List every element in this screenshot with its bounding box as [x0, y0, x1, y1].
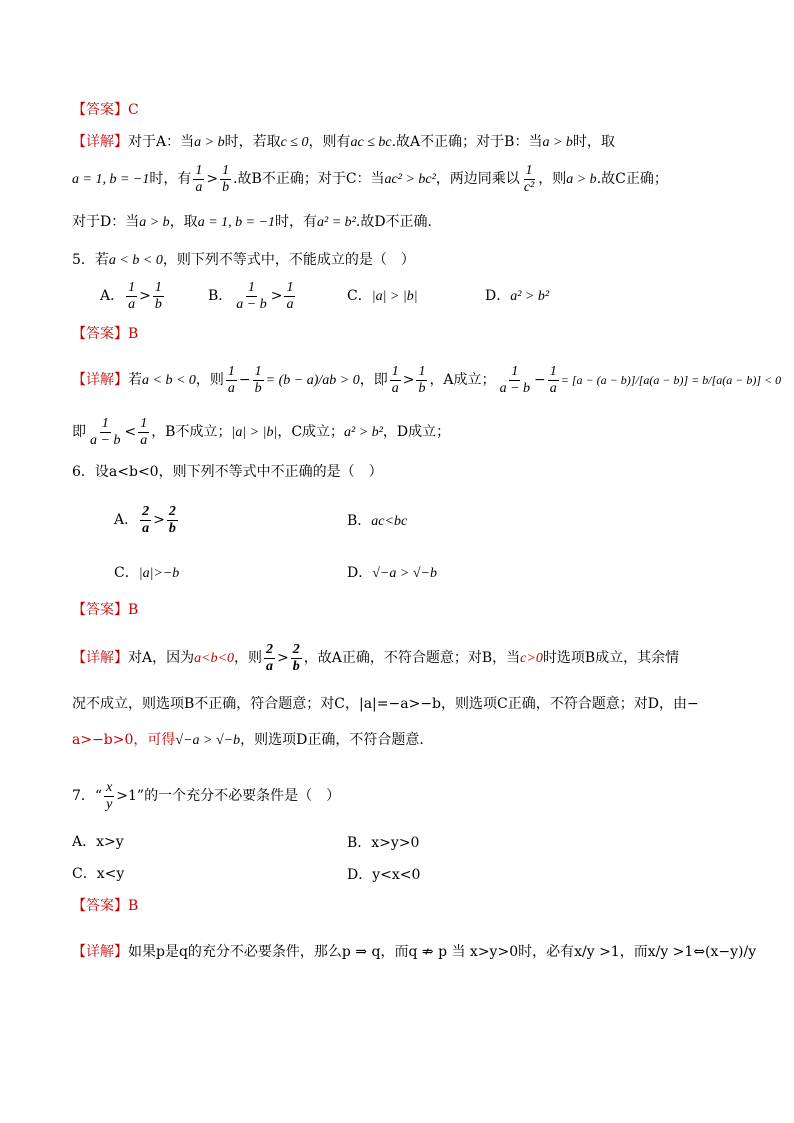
fraction	[193, 163, 204, 196]
text: ，取	[169, 214, 198, 230]
math: a < b < 0	[142, 373, 196, 388]
text: 时选项B成立，其余情	[542, 650, 680, 666]
detail-label: 【详解】	[72, 372, 128, 388]
q5-options	[100, 278, 700, 318]
math: a<b<0	[194, 651, 235, 666]
text: .故A不正确；对于B：当	[391, 134, 543, 150]
q6-option-c	[114, 562, 179, 582]
text: 时，有	[275, 214, 318, 230]
q6-detail-line-3	[72, 730, 424, 751]
q6-stem: 6．设a<b<0，则下列不等式中不正确的是（ ）	[72, 464, 383, 480]
q7-option-b: B．x>y>0	[347, 835, 420, 851]
math: a > b	[566, 172, 597, 187]
text: ，则有	[308, 134, 351, 150]
q7-option-d: D．y<x<0	[347, 867, 421, 883]
text: >1”的一个充分不必要条件是（ ）	[116, 788, 341, 804]
text: 若	[128, 372, 142, 388]
denominator: y	[106, 796, 113, 812]
text: ，则下列不等式中，不能成立的是（ ）	[162, 252, 415, 268]
q6-option-b	[347, 510, 407, 530]
math: a < b < 0	[108, 253, 163, 268]
math: √−a > √−b	[372, 566, 437, 581]
text: 时，取	[572, 134, 615, 150]
text: 7．“	[72, 788, 103, 804]
text: 即	[72, 424, 86, 440]
q5-option-d	[485, 278, 549, 315]
math: a = 1, b = −1	[72, 172, 150, 187]
text: ，C成立；	[277, 424, 345, 440]
q6-detail-line-1: 【详解】对A，因为a<b<0，则 $\frac{2}{a}$ > $\frac{2}{b}$ ，故A正确，不符合题意；对B，当c>0时选项B成立，其余情	[72, 641, 680, 674]
q4-answer-line	[72, 100, 139, 120]
math: |a| > |b|	[371, 289, 418, 304]
math: ac² > bc²	[384, 172, 436, 187]
math: a > b	[542, 135, 573, 150]
text: 5．若	[72, 252, 109, 268]
q6-option-a: A． $\frac{2}{a}$ > $\frac{2}{b}$	[114, 503, 176, 536]
option-letter: C．	[114, 565, 139, 581]
q6-option-d	[347, 562, 437, 582]
q7-answer-value: B	[128, 898, 139, 914]
fraction	[522, 163, 536, 196]
q5-detail-line-2: 即 $\frac{1}{a - b}$ < $\frac{1}{a}$ ，B不成立；|a| > |b|，C成立；a² > b²，D成立；	[72, 415, 451, 448]
detail-label: 【详解】	[72, 650, 128, 666]
denominator: b	[222, 179, 230, 195]
q5-answer-line	[72, 324, 138, 344]
q7-option-c: C．x<y	[72, 866, 125, 882]
text: 对于A：当	[128, 134, 195, 150]
math: a² > b²	[344, 425, 383, 440]
math: a² > b²	[510, 289, 550, 304]
option-letter: A．	[100, 288, 125, 304]
denominator: a	[195, 179, 203, 195]
q5-option-c	[347, 278, 418, 315]
q5-option-a: A． $\frac{1}{a}$ > $\frac{1}{b}$	[100, 279, 162, 312]
math: |a|>−b	[138, 566, 180, 581]
option-letter: C．	[347, 288, 372, 304]
text: ，则	[195, 372, 224, 388]
q4-detail-line-1	[72, 132, 615, 153]
text: ，即	[359, 372, 388, 388]
numerator: 1	[195, 162, 203, 178]
q5-answer-value: B	[128, 326, 139, 342]
option-letter: A．	[114, 512, 139, 528]
math: |a| > |b|	[231, 425, 278, 440]
text: .故D不正确.	[355, 214, 432, 230]
text: a>−b>0，可得	[72, 732, 176, 748]
text: ，故A正确，不符合题意；对B，当	[303, 650, 521, 666]
q4-detail-line-3	[72, 212, 432, 233]
text: ，B不成立；	[151, 424, 232, 440]
q7-detail-line-1	[72, 942, 756, 962]
q7-stem	[72, 776, 340, 816]
math: a = 1, b = −1	[197, 215, 276, 230]
text: ，两边同乘以	[435, 171, 520, 187]
option-letter: B．	[347, 513, 372, 529]
math: √−a > √−b	[175, 733, 241, 748]
option-letter: D．	[485, 288, 511, 304]
math: ac<bc	[371, 514, 408, 529]
answer-label: 【答案】	[72, 326, 128, 342]
q5-option-b: B． $\frac{1}{a - b}$ > $\frac{1}{a}$	[208, 279, 294, 312]
answer-label: 【答案】	[72, 602, 128, 618]
fraction	[220, 163, 231, 196]
text: 对于D：当	[72, 214, 140, 230]
detail-label: 【详解】	[72, 134, 128, 150]
numerator: x	[106, 779, 113, 795]
math: ac ≤ bc	[350, 135, 392, 150]
q7-answer-line	[72, 896, 138, 916]
text: 对A，因为	[128, 650, 195, 666]
numerator: 1	[222, 162, 230, 178]
text: .故B不正确；对于C：当	[233, 171, 385, 187]
math: = [a − (a − b)]/[a(a − b)] = b/[a(a − b)] < 0	[560, 373, 782, 387]
q6-answer-value: B	[128, 602, 139, 618]
math: = (b − a)/ab > 0	[265, 373, 360, 388]
math: a > b	[139, 215, 170, 230]
q5-stem	[72, 250, 415, 271]
text: 时，有	[149, 171, 192, 187]
text: .故C正确；	[596, 171, 668, 187]
option-letter: D．	[347, 565, 373, 581]
denominator: c²	[523, 179, 535, 195]
q7-option-a: A．x>y	[72, 834, 124, 850]
text: ，则	[234, 650, 263, 666]
numerator: 1	[525, 162, 533, 178]
math: c ≤ 0	[280, 135, 309, 150]
q6-detail-line-2: 况不成立，则选项B不正确，符合题意；对C，|a|=−a>−b，则选项C正确，不符合题意；对D，由−	[72, 696, 699, 712]
q6-answer-line	[72, 600, 138, 620]
text: ，则	[538, 171, 567, 187]
math: c>0	[520, 651, 543, 666]
q5-detail-line-1: 【详解】若a < b < 0，则 $\frac{1}{a}$ − $\frac{1}{b}$ = (b − a)/ab > 0，即 $\frac{1}{a}$ > $\frac{1}{b}$ ，A成立； $\frac{1}{a - b}$ − $\frac{1}{a}$ = [a − (a − b)]/[a(a − b)] = b/[a(a − b)] < 0	[72, 363, 782, 396]
text: ，D成立；	[382, 424, 451, 440]
text: 如果p是q的充分不必要条件，那么p ⇒ q，而q ⇏ p 当 x>y>0时，必有x/y >1，而x/y >1⇔(x−y)/y	[128, 944, 757, 960]
math: a > b	[194, 135, 225, 150]
answer-label: 【答案】	[72, 898, 128, 914]
detail-label: 【详解】	[72, 944, 128, 960]
math: a² = b²	[317, 215, 356, 230]
option-letter: B．	[208, 288, 233, 304]
text: ，A成立；	[429, 372, 496, 388]
q4-detail-line-2: a = 1, b = −1时，有 $\frac{1}{a}$ > $\frac{1}{b}$ .故B不正确；对于C：当ac² > bc²，两边同乘以 $\frac{1}{\text{c²}}$ ，则a > b.故C正确；	[72, 162, 668, 195]
text: ，则选项D正确，不符合题意.	[240, 732, 424, 748]
q4-answer-value: C	[128, 102, 139, 118]
text: 时，若取	[224, 134, 281, 150]
answer-label: 【答案】	[72, 102, 128, 118]
